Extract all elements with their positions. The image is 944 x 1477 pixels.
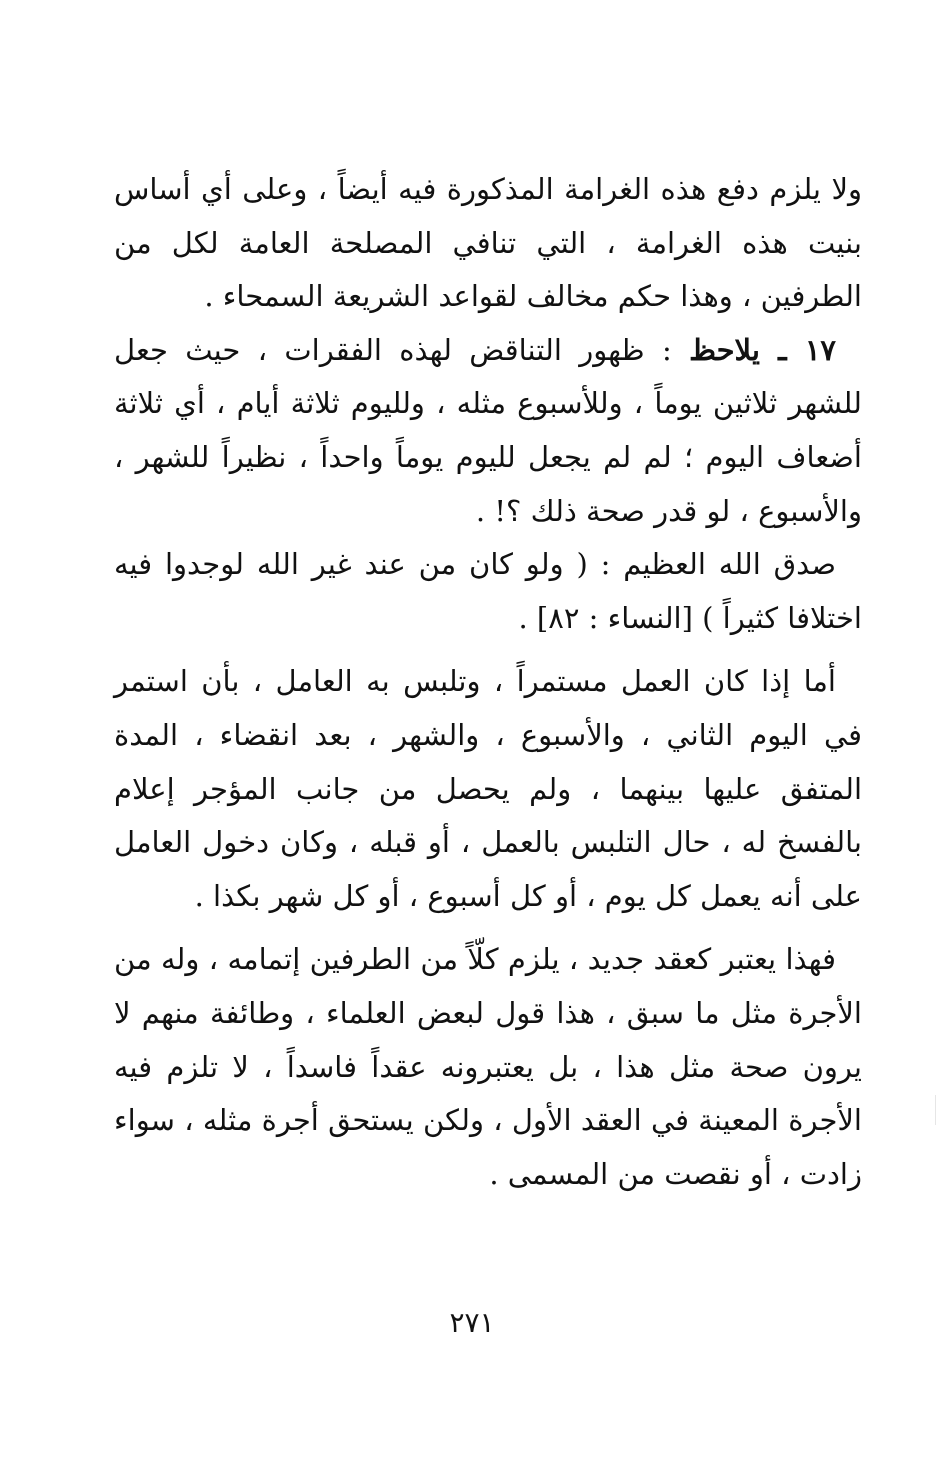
page-body-text: [114, 163, 862, 1201]
paragraph-keyword: يلاحظ: [689, 332, 760, 367]
paragraph-continuing-work: [114, 655, 862, 923]
paragraph-text: : ظهور التناقض لهذه الفقرات ، حيث جعل للشهر ثلاثين يوماً ، وللأسبوع مثله ، ولليوم ثلاثة أيام ، أي ثلاثة أضعاف اليوم ؛ لم لم يجعل لليوم يوماً واحداً ، نظيراً للشهر ، والأسبوع ، لو قدر صحة ذلك ؟! .: [114, 332, 862, 528]
paragraph-new-contract: [114, 933, 862, 1201]
paragraph-text: صدق الله العظيم : ( ولو كان من عند غير الله لوجدوا فيه اختلافا كثيراً ) [النساء : ٨٢] .: [114, 547, 862, 635]
paragraph-number: ١٧: [804, 332, 836, 367]
paragraph-dash: ـ: [759, 332, 805, 367]
page-edge-mark: [935, 1095, 936, 1125]
paragraph-text: فهذا يعتبر كعقد جديد ، يلزم كلّاً من الطرفين إتمامه ، وله من الأجرة مثل ما سبق ، هذا قول لبعض العلماء ، وطائفة منهم لا يرون صحة مثل هذا ، بل يعتبرونه عقداً فاسداً ، لا تلزم فيه الأجرة المعينة في العقد الأول ، ولكن يستحق أجرة مثله ، سواء زادت ، أو نقصت من المسمى .: [114, 942, 862, 1191]
paragraph-fine-clause: [114, 163, 862, 324]
paragraph-note-17: [114, 324, 862, 538]
page-number: ٢٧١: [449, 1306, 495, 1339]
paragraph-text: أما إذا كان العمل مستمراً ، وتلبس به العامل ، بأن استمر في اليوم الثاني ، والأسبوع ، والشهر ، بعد انقضاء ، المدة المتفق عليها بينهما ، ولم يحصل من جانب المؤجر إعلام بالفسخ له ، حال التلبس بالعمل ، أو قبله ، وكان دخول العامل على أنه يعمل كل يوم ، أو كل أسبوع ، أو كل شهر بكذا .: [114, 664, 862, 913]
paragraph-text: ولا يلزم دفع هذه الغرامة المذكورة فيه أيضاً ، وعلى أي أساس بنيت هذه الغرامة ، التي تنافي المصلحة العامة لكل من الطرفين ، وهذا حكم مخالف لقواعد الشريعة السمحاء .: [114, 172, 862, 314]
paragraph-quran-quote: [114, 538, 862, 645]
